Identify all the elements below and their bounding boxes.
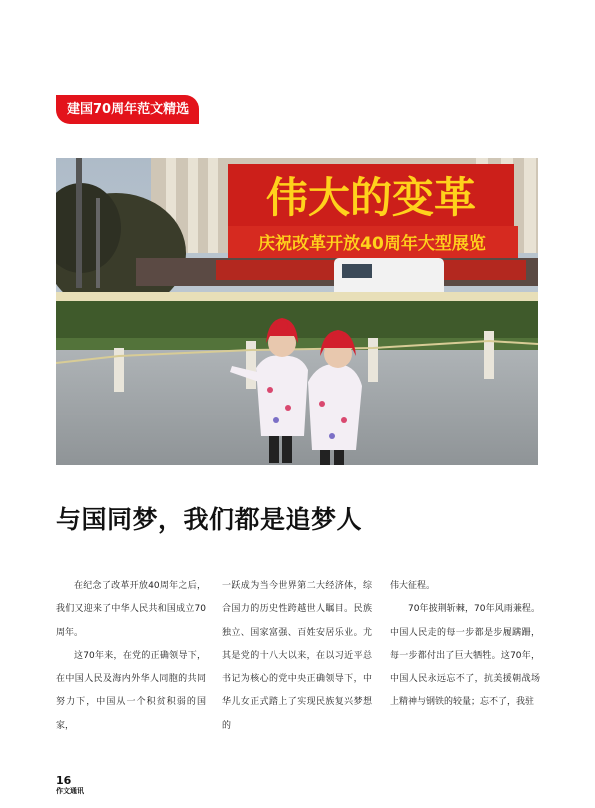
- cover-photo: [56, 158, 538, 465]
- article-headline: 与国同梦，我们都是追梦人: [56, 505, 363, 534]
- text-column-1: [56, 575, 206, 738]
- sign-sub-text: 庆祝改革开放40周年大型展览: [258, 234, 486, 254]
- paragraph: 伟大征程。: [390, 581, 436, 591]
- text-column-2: [222, 575, 372, 738]
- paragraph: 这70年来，在党的正确领导下，在中国人民及海内外华人同胞的共同努力下，中国从一个积贫积弱的国家，: [56, 650, 206, 731]
- page-number: 16: [56, 774, 72, 787]
- text-column-3: [390, 575, 540, 715]
- magazine-logo: 作文通讯: [56, 787, 84, 795]
- exhibition-sign: [228, 164, 518, 260]
- paragraph: 70年披荆斩棘，70年风雨兼程。中国人民走的每一步都是步履蹒跚，每一步都付出了巨大牺牲。这70年，中国人民永远忘不了，抗美援朝战场上精神与钢铁的较量；忘不了，我驻: [390, 604, 540, 708]
- paragraph: 一跃成为当今世界第二大经济体，综合国力的历史性跨越世人瞩目。民族独立、国家富强、百姓安居乐业。尤其是党的十八大以来，在以习近平总书记为核心的党中央正确领导下，中华儿女正式踏上了实现民族复兴梦想的: [222, 581, 372, 731]
- fence: [56, 292, 538, 302]
- paragraph: 在纪念了改革开放40周年之后，我们又迎来了中华人民共和国成立70周年。: [56, 581, 206, 638]
- sign-main-text: 伟大的变革: [265, 173, 477, 222]
- section-tag: 建国70周年范文精选: [56, 95, 199, 124]
